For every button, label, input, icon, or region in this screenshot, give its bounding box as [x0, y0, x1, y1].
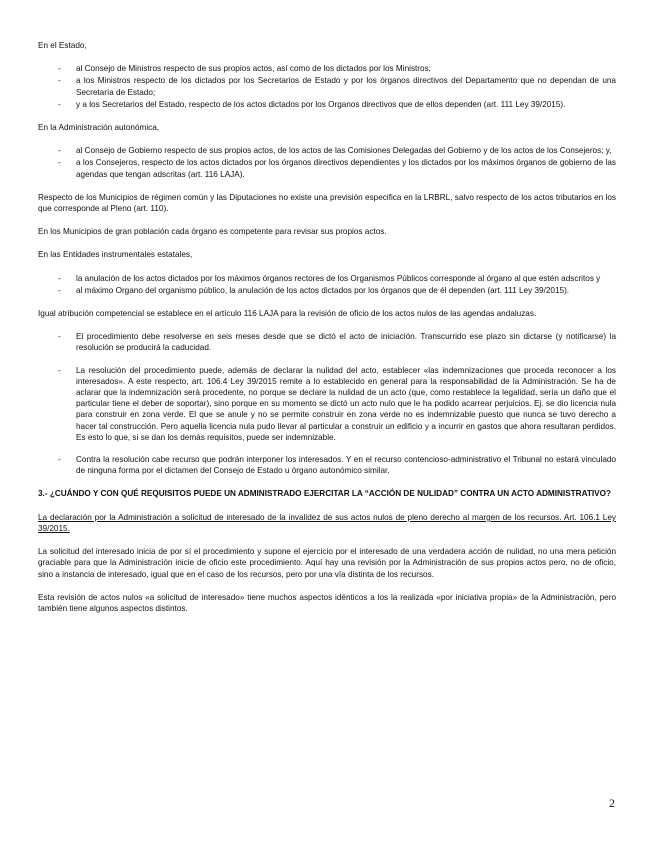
section-heading: 3.- ¿CUÁNDO Y CON QUÉ REQUISITOS PUEDE UN ADMINISTRADO EJERCITAR LA “ACCIÓN DE NULIDAD” CONTRA UN ACTO ADMINISTRATIVO? [38, 489, 611, 499]
instrumentales-list [38, 273, 616, 296]
list-item: - Contra la resolución cabe recurso que podrán interponer los interesados. Y en el recurso contencioso-administrativo el Tribunal no estará vinculado de ninguna forma por el dictamen del Consejo de Estado u órgano autonómico similar. [38, 454, 616, 476]
gran-poblacion-paragraph: En los Municipios de gran población cada órgano es competente para revisar sus propios actos. [38, 227, 387, 237]
page-number: 2 [609, 796, 615, 810]
autonomica-intro: En la Administración autonómica, [38, 123, 160, 133]
procedimiento-list [38, 331, 616, 476]
list-item: - El procedimiento debe resolverse en seis meses desde que se dictó el acto de iniciación. Transcurrido ese plazo sin dictarse (y notificarse) la resolución se producirá la caducidad. [38, 331, 616, 353]
document-body [38, 40, 616, 626]
autonomica-list [38, 145, 616, 180]
underlined-definition: La declaración por la Administración a solicitud de interesado de la invalidez de sus actos nulos de pleno derecho al margen de los recursos. Art. 106.1 Ley 39/2015. [38, 512, 616, 533]
instrumentales-intro: En las Entidades instrumentales estatales, [38, 250, 193, 260]
list-item: - a los Ministros respecto de los dictados por los Secretarios de Estado y por los órganos directivos del Departamento que no dependan de una Secretaría de Estado; [38, 75, 616, 97]
estado-list [38, 63, 616, 110]
list-item: - al Consejo de Ministros respecto de sus propios actos, así como de los dictados por los Ministros; [38, 63, 616, 74]
list-item: - al Consejo de Gobierno respecto de sus propios actos, de los actos de las Comisiones Delegadas del Gobierno y de los actos de los Consejeros; y, [38, 145, 616, 156]
section-paragraph: La solicitud del interesado inicia de por sí el procedimiento y supone el ejercicio por el interesado de una verdadera acción de nulidad, no una mera petición graciable para que la Administración inicie de oficio este procedimiento. Aquí hay una revisión por la Administración de sus propios actos pero, no de oficio, sino a instancia de interesado, igual que en el caso de los recursos, pero por una vía distinta de los recursos. [38, 547, 616, 579]
list-item: - La resolución del procedimiento puede, además de declarar la nulidad del acto, establecer «las indemnizaciones que proceda reconocer a los interesados». A este respecto, art. 106.4 Ley 39/2015 remite a lo establecido en general para la responsabilidad de la Administración. Se ha de aclarar que la indemnización será procedente, no porque se declare la nulidad de un acto (que, como restablece la legalidad, sería un daño que el particular tiene el deber de soportar), sino porque en su momento se dictó un acto nulo que le ha podido acarrear perjuicios. Ej. se dio licencia nula para construir en zona verde. El que se anule y no se permite construir en zona verde no es indemnizable puesto que nunca se tuvo derecho a hacer tal construcción. Pero aquella licencia nula pudo llevar al particular a construir un edificio y a incurrir en gastos que ahora resultaran perdidos. Es esto lo que, si se dan los demás requisitos, puede ser indemnizable. [38, 365, 616, 443]
list-item: - a los Consejeros, respecto de los actos dictados por los órganos directivos dependientes y los dictados por los máximos órganos de gobierno de las agendas que tengan adscritas (art. 116 LAJA). [38, 157, 616, 179]
municipios-paragraph: Respecto de los Municipios de régimen común y las Diputaciones no existe una previsión especifica en la LRBRL, salvo respecto de los actos tributarios en los que corresponde al Pleno (art. 110). [38, 192, 616, 214]
list-item: - la anulación de los actos dictados por los máximos órganos rectores de los Organismos Públicos corresponde al órgano al que estén adscritos y [38, 273, 616, 284]
list-item: - y a los Secretarios del Estado, respecto de los actos dictados por los Organos directivos que de ellos dependen (art. 111 Ley 39/2015). [38, 99, 616, 110]
section-paragraph: Esta revisión de actos nulos «a solicitud de interesado» tiene muchos aspectos idénticos a los la realizada «por iniciativa propia» de la Administración, pero también tiene algunos aspectos distintos. [38, 592, 616, 613]
atribucion-paragraph: Igual atribución competencial se establece en el artículo 116 LAJA para la revisión de oficio de los actos nulos de las agendas andaluzas. [38, 309, 537, 319]
estado-intro: En el Estado, [38, 41, 87, 50]
list-item: - al máximo Organo del organismo público, la anulación de los actos dictados por los órganos que de él dependen (art. 111 Ley 39/2015). [38, 285, 616, 296]
